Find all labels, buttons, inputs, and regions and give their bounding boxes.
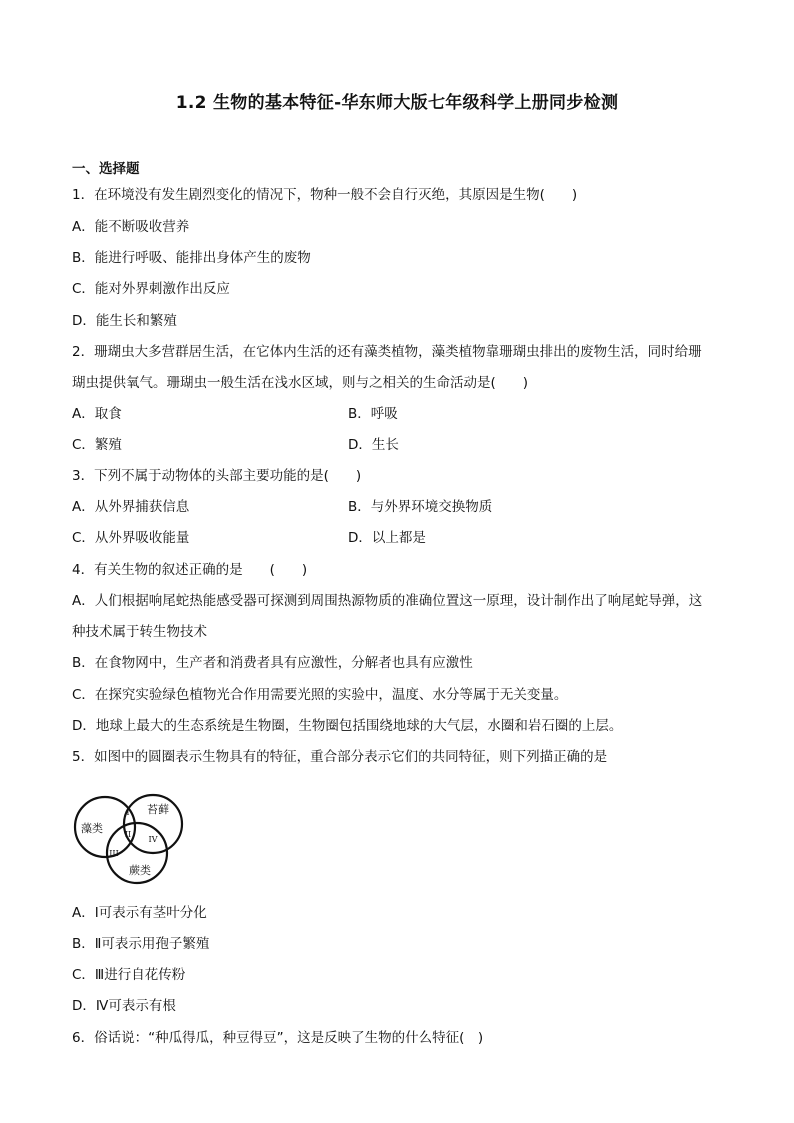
question-4-option-c: C．在探究实验绿色植物光合作用需要光照的实验中，温度、水分等属于无关变量。 [72,687,568,703]
question-4-option-d: D．地球上最大的生态系统是生物圈，生物圈包括围绕地球的大气层，水圈和岩石圈的上层。 [72,718,623,734]
question-6-stem: 6．俗话说：“种瓜得瓜，种豆得豆”，这是反映了生物的什么特征( ) [72,1030,484,1046]
question-2-option-c: C．繁殖 [72,437,122,453]
question-4-option-b: B．在食物网中，生产者和消费者具有应激性，分解者也具有应激性 [72,655,473,671]
section-heading: 一、选择题 [72,161,140,177]
question-1-option-a: A．能不断吸收营养 [72,219,190,235]
question-1-stem: 1．在环境没有发生剧烈变化的情况下，物种一般不会自行灭绝，其原因是生物( ) [72,187,578,203]
question-5-option-a: A．Ⅰ可表示有茎叶分化 [72,905,207,921]
question-5-option-c: C．Ⅲ进行自花传粉 [72,967,186,983]
question-1-option-b: B．能进行呼吸、能排出身体产生的废物 [72,250,311,266]
venn-region-4: IV [148,835,158,844]
question-5-option-b: B．Ⅱ可表示用孢子繁殖 [72,936,210,952]
question-2-stem-line-2: 瑚虫提供氧气。珊瑚虫一般生活在浅水区域，则与之相关的生命活动是( ) [72,375,529,391]
venn-label-moss: 苔藓 [147,803,169,816]
question-2-option-a: A．取食 [72,406,122,422]
question-3-stem: 3．下列不属于动物体的头部主要功能的是( ) [72,468,362,484]
venn-label-algae: 藻类 [81,822,103,835]
venn-label-fern: 蕨类 [129,864,151,877]
venn-region-2: II [124,830,132,839]
question-4-option-a-line-2: 种技术属于转生物技术 [72,624,207,640]
question-4-option-a-line-1: A．人们根据响尾蛇热能感受器可探测到周围热源物质的准确位置这一原理，设计制作出了响尾蛇导弹，这 [72,593,703,609]
question-3-option-a: A．从外界捕获信息 [72,499,190,515]
question-5-stem: 5．如图中的圆圈表示生物具有的特征，重合部分表示它们的共同特征，则下列描正确的是 [72,749,608,765]
question-1-option-d: D．能生长和繁殖 [72,313,177,329]
venn-region-3: III [109,849,119,858]
question-1-option-c: C．能对外界刺激作出反应 [72,281,230,297]
venn-region-1: I [126,808,130,817]
question-2-option-d: D．生长 [348,437,399,453]
question-2-option-b: B．呼吸 [348,406,398,422]
question-5-option-d: D．Ⅳ可表示有根 [72,998,176,1014]
question-3-option-b: B．与外界环境交换物质 [348,499,493,515]
question-4-stem: 4．有关生物的叙述正确的是 ( ) [72,562,308,578]
venn-diagram [72,790,190,888]
question-3-option-d: D．以上都是 [348,530,426,546]
question-3-option-c: C．从外界吸收能量 [72,530,190,546]
page-title: 1.2 生物的基本特征-华东师大版七年级科学上册同步检测 [175,93,619,113]
question-2-stem-line-1: 2．珊瑚虫大多营群居生活，在它体内生活的还有藻类植物，藻类植物靠珊瑚虫排出的废物生活，同时给珊 [72,344,702,360]
